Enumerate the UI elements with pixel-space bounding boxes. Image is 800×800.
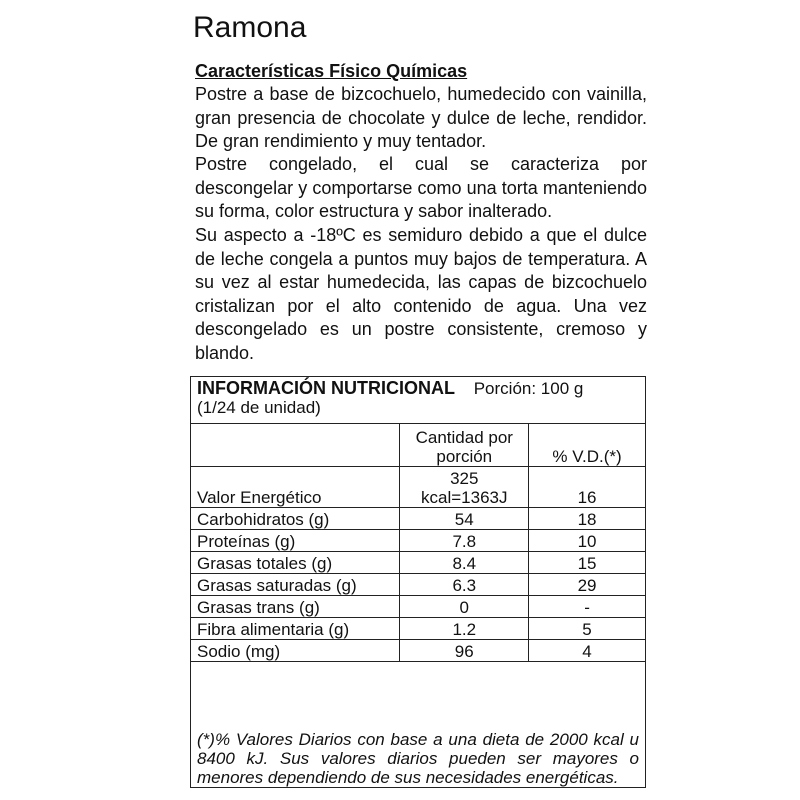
nutrient-vd: 15 <box>529 552 646 574</box>
nutrient-label: Grasas saturadas (g) <box>191 574 400 596</box>
table-row <box>191 618 646 640</box>
product-title: Ramona <box>193 11 307 44</box>
nutrient-vd: 18 <box>529 508 646 530</box>
column-header-amount: Cantidad por porción <box>400 424 529 467</box>
nutrient-amount: 8.4 <box>400 552 529 574</box>
nutrition-table <box>190 376 646 788</box>
column-header-vd: % V.D.(*) <box>529 424 646 467</box>
column-header-row <box>191 424 646 467</box>
table-row <box>191 574 646 596</box>
portion-unit: (1/24 de unidad) <box>197 398 321 417</box>
nutrient-label: Fibra alimentaria (g) <box>191 618 400 640</box>
nutrient-label: Grasas trans (g) <box>191 596 400 618</box>
table-row <box>191 530 646 552</box>
footnote-row <box>191 662 646 788</box>
description-paragraph-3: Su aspecto a -18ºC es semiduro debido a que el dulce de leche congela a puntos muy bajos de temperatura. A su vez al estar humedecida, las capas de bizcochuelo cristalizan por el alto contenido de agua. Una vez descongelado es un postre consistente, cremoso y blando. <box>195 225 647 363</box>
table-row <box>191 508 646 530</box>
nutrient-amount: 6.3 <box>400 574 529 596</box>
nutrient-amount: 96 <box>400 640 529 662</box>
nutrient-vd: - <box>529 596 646 618</box>
nutrient-amount: 7.8 <box>400 530 529 552</box>
nutrient-label: Proteínas (g) <box>191 530 400 552</box>
characteristics-heading: Características Físico Químicas <box>195 61 468 81</box>
portion-size: Porción: 100 g <box>473 379 584 398</box>
nutrition-header-cell <box>191 377 646 424</box>
nutrient-label: Grasas totales (g) <box>191 552 400 574</box>
nutrient-amount: 0 <box>400 596 529 618</box>
description-paragraph-1: Postre a base de bizcochuelo, humedecido con vainilla, gran presencia de chocolate y dulce de leche, rendidor. De gran rendimiento y muy tentador. <box>195 84 647 151</box>
energy-amount: 325 kcal=1363J <box>400 467 529 508</box>
nutrient-amount: 54 <box>400 508 529 530</box>
column-header-blank <box>191 424 400 467</box>
table-row <box>191 596 646 618</box>
description-paragraph-2: Postre congelado, el cual se caracteriza por descongelar y comportarse como una torta manteniendo su forma, color estructura y sabor inalterado. <box>195 154 647 221</box>
nutrient-label: Sodio (mg) <box>191 640 400 662</box>
energy-label: Valor Energético <box>191 467 400 508</box>
nutrient-vd: 10 <box>529 530 646 552</box>
table-row-energy <box>191 467 646 508</box>
nutrient-vd: 5 <box>529 618 646 640</box>
nutrition-heading: INFORMACIÓN NUTRICIONAL <box>197 378 455 398</box>
nutrient-vd: 4 <box>529 640 646 662</box>
table-row <box>191 640 646 662</box>
nutrition-header-row <box>191 377 646 424</box>
nutrient-label: Carbohidratos (g) <box>191 508 400 530</box>
table-row <box>191 552 646 574</box>
footnote: (*)% Valores Diarios con base a una dieta de 2000 kcal u 8400 kJ. Sus valores diarios pueden ser mayores o menores dependiendo de sus necesidades energéticas. <box>191 662 646 788</box>
nutrient-vd: 29 <box>529 574 646 596</box>
nutrient-amount: 1.2 <box>400 618 529 640</box>
energy-vd: 16 <box>529 467 646 508</box>
